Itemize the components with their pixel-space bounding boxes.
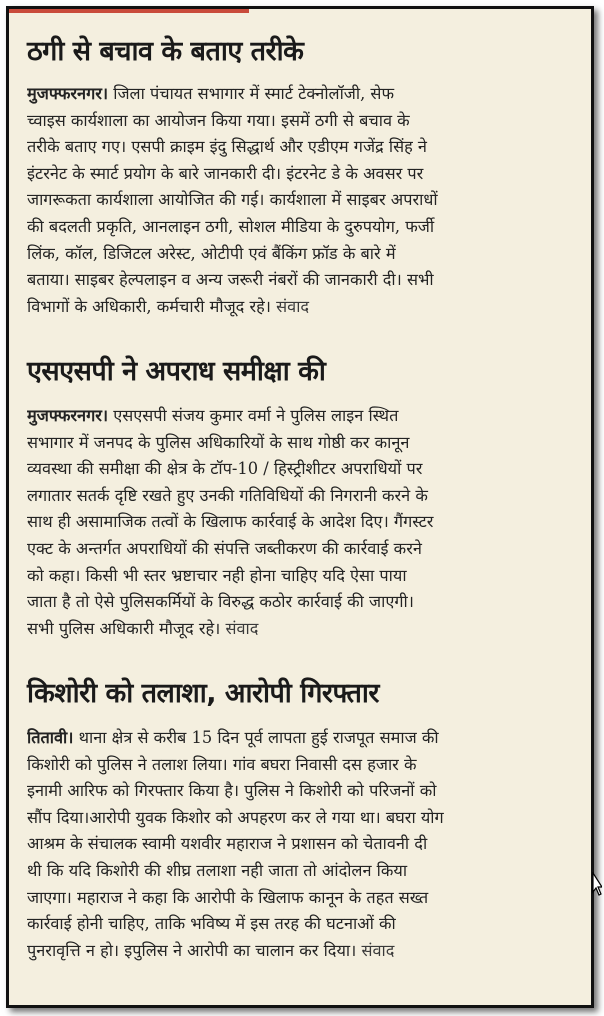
article-line: किशोरी को पुलिस ने तलाश लिया। गांव बघरा निवासी दस हजार के: [27, 754, 417, 774]
article-line: को कहा। किसी भी स्तर भ्रष्टाचार नही होना चाहिए यदि ऐसा पाया: [27, 565, 407, 585]
article-credit: संवाद: [220, 618, 259, 638]
clipping-top-rule: [9, 9, 249, 13]
article-line: मुजफ्फरनगर। एसएसपी संजय कुमार वर्मा ने पुलिस लाइन स्थित: [27, 406, 399, 425]
article-credit: संवाद: [270, 296, 310, 316]
article-body: [27, 81, 585, 320]
article-line: साथ ही असामाजिक तत्वों के खिलाफ कार्रवाई के आदेश दिए। गैंगस्टर: [27, 512, 434, 532]
article-fraud-awareness: [27, 35, 585, 320]
article-line: थी कि यदि किशोरी की शीघ्र तलाशा नही जाता तो आंदोलन किया: [27, 860, 408, 880]
article-dateline: मुजफ्फरनगर।: [27, 406, 109, 425]
article-line: जाता है तो ऐसे पुलिसकर्मियों के विरुद्ध कठोर कार्रवाई की जाएगी।: [27, 592, 414, 612]
article-line: तितावी। थाना क्षेत्र से करीब 15 दिन पूर्व लापता हुई राजपूत समाज की: [27, 728, 439, 747]
article-line: तरीके बताए गए। एसपी क्राइम इंदु सिद्धार्थ और एडीएम गजेंद्र सिंह ने: [27, 137, 427, 157]
article-ssp-crime-review: [27, 355, 585, 642]
article-credit: संवाद: [356, 940, 395, 960]
article-dateline: मुजफ्फरनगर।: [27, 84, 109, 103]
article-line: लगातार सतर्क दृष्टि रखते हुए उनकी गतिविधियों की निगरानी करने के: [27, 485, 428, 505]
article-headline: किशोरी को तलाशा, आरोपी गिरफ्तार: [27, 678, 379, 709]
article-headline: ठगी से बचाव के बताए तरीके: [27, 36, 304, 67]
article-line: बताया। साइबर हेल्पलाइन व अन्य जरूरी नंबरों की जानकारी दी। सभी: [27, 270, 434, 290]
article-line: व्यवस्था की समीक्षा की क्षेत्र के टॉप-10 / हिस्ट्रीशीटर अपराधियों पर: [27, 459, 423, 479]
article-line: सभागार में जनपद के पुलिस अधिकारियों के साथ गोष्ठी कर कानून: [27, 432, 410, 452]
article-line: मुजफ्फरनगर। जिला पंचायत सभागार में स्मार्ट टेक्नोलॉजी, सेफ: [27, 84, 394, 103]
article-dateline: तितावी।: [27, 728, 74, 747]
article-body: [27, 403, 585, 642]
article-line: सभी पुलिस अधिकारी मौजूद रहे। संवाद: [27, 618, 259, 638]
article-girl-recovered: [27, 677, 585, 964]
newspaper-clipping: [6, 6, 594, 1008]
article-line: एक्ट के अन्तर्गत अपराधियों की संपत्ति जब्तीकरण की कार्रवाई करने: [27, 538, 422, 558]
article-line: इनामी आरिफ को गिरफ्तार किया है। पुलिस ने किशोरी को परिजनों को: [27, 781, 437, 801]
article-line: की बदलती प्रकृति, आनलाइन ठगी, सोशल मीडिया के दुरुपयोग, फर्जी: [27, 216, 435, 236]
article-line: जागरूकता कार्यशाला आयोजित की गई। कार्यशाला में साइबर अपराधों: [27, 190, 438, 210]
article-line: विभागों के अधिकारी, कर्मचारी मौजूद रहे। संवाद: [27, 296, 310, 316]
mouse-pointer-icon: [592, 872, 602, 898]
article-body: [27, 725, 585, 964]
article-line: पुनरावृत्ति न हो। इपुलिस ने आरोपी का चालान कर दिया। संवाद: [27, 940, 395, 960]
article-line: जाएगा। महाराज ने कहा कि आरोपी के खिलाफ कानून के तहत सख्त: [27, 887, 429, 907]
article-line: कार्रवाई होनी चाहिए, ताकि भविष्य में इस तरह की घटनाओं की: [27, 914, 396, 934]
article-line: लिंक, कॉल, डिजिटल अरेस्ट, ओटीपी एवं बैंकिंग फ्रॉड के बारे में: [27, 243, 396, 263]
article-line: च्वाइस कार्यशाला का आयोजन किया गया। इसमें ठगी से बचाव के: [27, 110, 410, 130]
article-headline: एसएसपी ने अपराध समीक्षा की: [27, 356, 326, 387]
article-line: आश्रम के संचालक स्वामी यशवीर महाराज ने प्रशासन को चेतावनी दी: [27, 834, 428, 854]
article-line: सौंप दिया।आरोपी युवक किशोर को अपहरण कर ले गया था। बघरा योग: [27, 807, 444, 827]
article-line: इंटरनेट के स्मार्ट प्रयोग के बारे जानकारी दी। इंटरनेट डे के अवसर पर: [27, 163, 424, 183]
